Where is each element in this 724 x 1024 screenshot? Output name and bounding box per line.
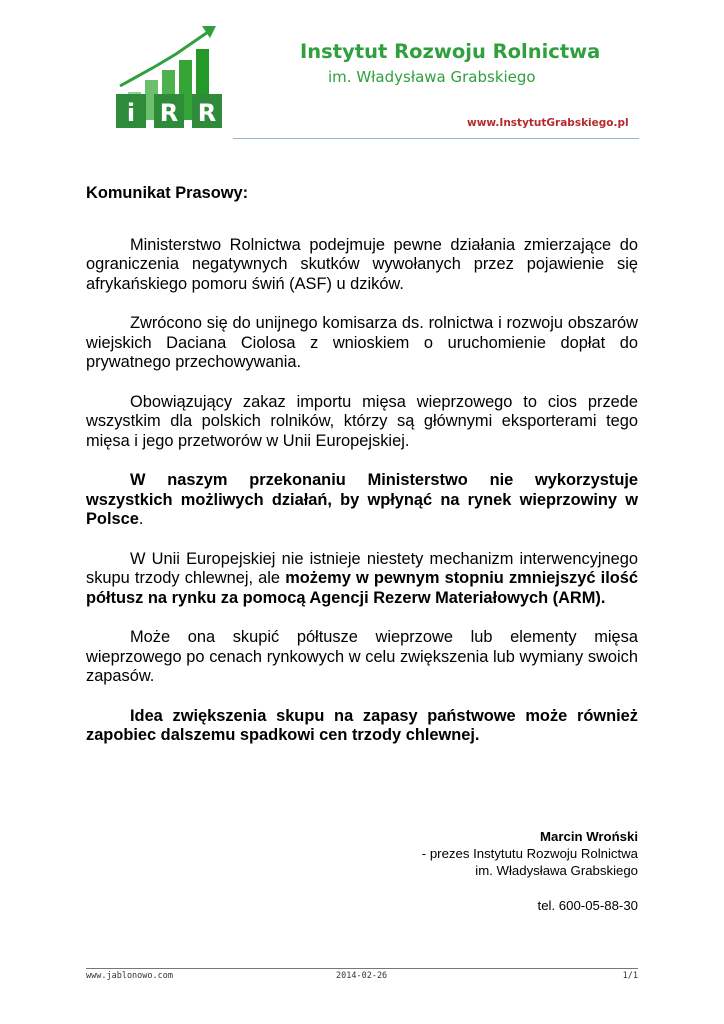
paragraph-4: [86, 471, 638, 530]
paragraph-4-bold: W naszym przekonaniu Ministerstwo nie wykorzystuje wszystkich możliwych działań, by wpłynąć na rynek wieprzowiny w Polsce: [86, 471, 638, 528]
header-divider: [233, 138, 639, 139]
paragraph-7: Idea zwiększenia skupu na zapasy państwowe może również zapobiec dalszemu spadkowi cen trzody chlewnej.: [86, 706, 638, 744]
signature-subtitle: im. Władysława Grabskiego: [475, 863, 638, 878]
signature-title: - prezes Instytutu Rozwoju Rolnictwa: [421, 846, 638, 861]
press-release-body: [86, 184, 638, 766]
press-release-heading: Komunikat Prasowy:: [86, 184, 249, 202]
paragraph-3: Obowiązujący zakaz importu mięsa wieprzowego to cios przede wszystkim dla polskich rolników, którzy są głównymi eksporterami tego mięsa i jego przetworów w Unii Europejskiej.: [86, 392, 638, 450]
paragraph-6: Może ona skupić półtusze wieprzowe lub elementy mięsa wieprzowego po cenach rynkowych w celu zwiększenia lub wymiany swoich zapasów.: [86, 628, 638, 685]
paragraph-5: [86, 550, 638, 609]
logo-letter-r2: R: [197, 99, 217, 127]
footer-page-number: 1/1: [622, 971, 638, 981]
signature-phone: tel. 600-05-88-30: [537, 898, 638, 913]
organization-subtitle: im. Władysława Grabskiego: [328, 68, 536, 86]
irr-logo: [112, 22, 230, 132]
organization-website[interactable]: www.InstytutGrabskiego.pl: [467, 117, 629, 129]
footer-date: 2014-02-26: [336, 971, 388, 981]
paragraph-1: Ministerstwo Rolnictwa podejmuje pewne działania zmierzające do ograniczenia negatywnych skutków wywołanych przez pojawienie się afrykańskiego pomoru świń (ASF) u dzików.: [86, 235, 638, 293]
logo-letter-i: i: [126, 99, 136, 127]
signature-block: [422, 828, 638, 914]
footer-divider: [86, 968, 638, 969]
paragraph-5-normal: W Unii Europejskiej nie istnieje niestety mechanizm interwencyjnego skupu trzody chlewnej, ale: [86, 549, 638, 587]
footer-website[interactable]: www.jablonowo.com: [86, 971, 173, 981]
signature-name: Marcin Wroński: [540, 829, 638, 844]
paragraph-2: Zwrócono się do unijnego komisarza ds. rolnictwa i rozwoju obszarów wiejskich Daciana Ciolosa z wnioskiem o uruchomienie dopłat do prywatnego przechowywania.: [86, 314, 638, 371]
organization-name: Instytut Rozwoju Rolnictwa: [300, 40, 601, 63]
paragraph-5-bold: możemy w pewnym stopniu zmniejszyć ilość półtusz na rynku za pomocą Agencji Rezerw Materiałowych (ARM).: [86, 569, 638, 607]
paragraph-4-end: .: [138, 510, 144, 528]
logo-letter-r1: R: [159, 99, 179, 127]
